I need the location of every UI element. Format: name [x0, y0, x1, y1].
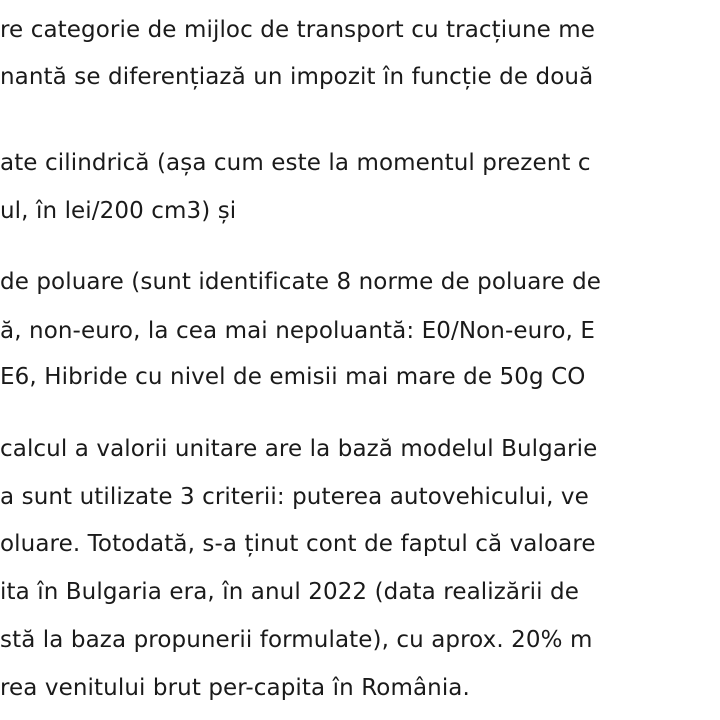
- text-line-12: stă la baza propunerii formulate), cu aprox. 20% m: [0, 627, 593, 653]
- text-line-9: a sunt utilizate 3 criterii: puterea autovehicului, ve: [0, 484, 589, 510]
- text-line-8: calcul a valorii unitare are la bază modelul Bulgarie: [0, 436, 598, 462]
- text-line-3: ate cilindrică (așa cum este la momentul prezent c: [0, 150, 591, 176]
- text-line-1: re categorie de mijloc de transport cu tracțiune me: [0, 17, 596, 43]
- text-line-13: rea venitului brut per-capita în România.: [0, 675, 470, 701]
- text-line-5: de poluare (sunt identificate 8 norme de poluare de: [0, 269, 602, 295]
- text-line-4: ul, în lei/200 cm3) și: [0, 198, 237, 224]
- text-line-2: nantă se diferențiază un impozit în funcție de două: [0, 64, 594, 90]
- text-line-11: ita în Bulgaria era, în anul 2022 (data realizării de: [0, 579, 580, 605]
- text-line-10: oluare. Totodată, s-a ținut cont de faptul că valoare: [0, 531, 596, 557]
- text-line-6: ă, non-euro, la cea mai nepoluantă: E0/Non-euro, E: [0, 318, 595, 344]
- text-line-7: E6, Hibride cu nivel de emisii mai mare de 50g CO: [0, 364, 586, 390]
